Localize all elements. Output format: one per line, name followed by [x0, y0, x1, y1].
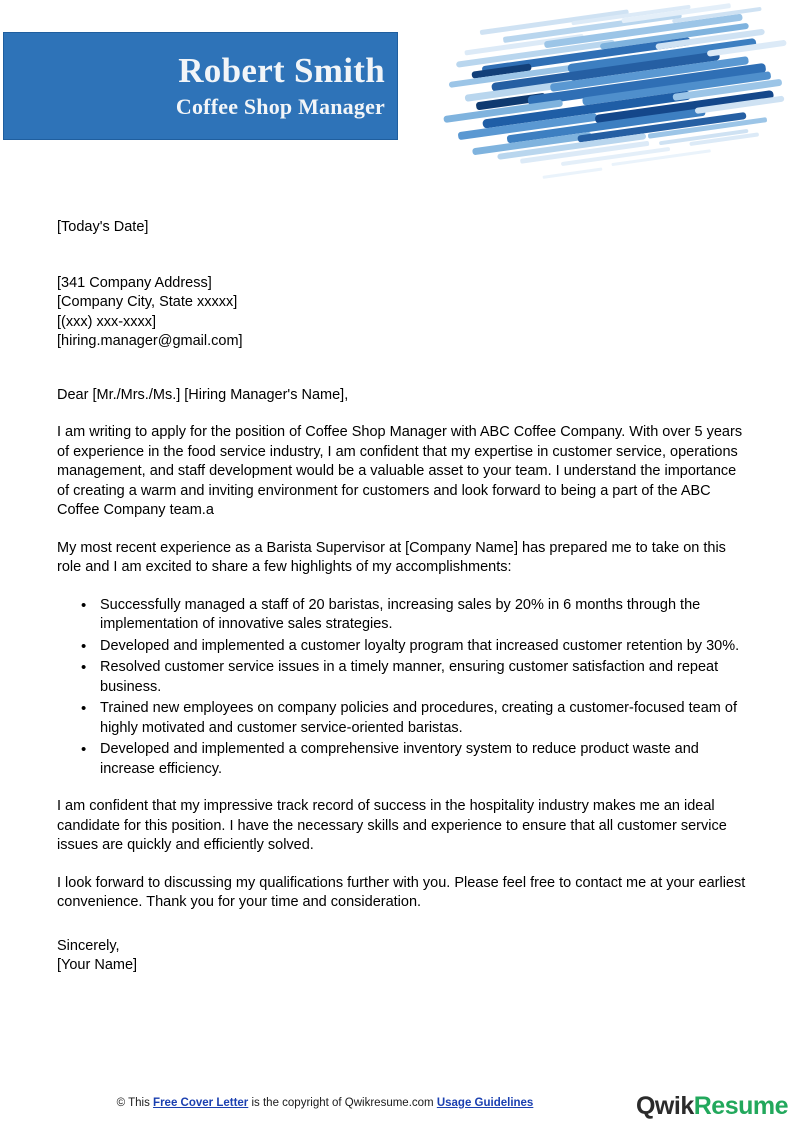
salutation: Dear [Mr./Mrs./Ms.] [Hiring Manager's Name], [57, 386, 349, 403]
logo-text-qwik: Qwik [635, 1093, 694, 1120]
applicant-name: Robert Smith [178, 51, 385, 90]
free-cover-letter-link[interactable]: Free Cover Letter [153, 1097, 249, 1109]
logo-container [600, 1093, 800, 1131]
list-item: • Developed and implemented a comprehensive inventory system to reduce product waste and increase efficiency. [100, 740, 747, 779]
list-item: • Successfully managed a staff of 20 baristas, increasing sales by 20% in 6 months through the implementation of innovative sales strategies. [100, 596, 747, 635]
cover-letter-body [57, 218, 747, 976]
document-footer [0, 1093, 800, 1131]
blue-streaks-decoration-icon [432, 2, 798, 188]
document-header [0, 0, 800, 200]
recipient-city-line: [Company City, State xxxxx] [57, 294, 238, 310]
call-to-action-paragraph: I look forward to discussing my qualifications further with you. Please feel free to contact me at your earliest convenience. Thank you for your time and consideration. [57, 874, 746, 910]
copyright-middle: is the copyright of Qwikresume.com [248, 1097, 437, 1109]
qwikresume-logo[interactable] [636, 1093, 788, 1123]
confidence-paragraph: I am confident that my impressive track record of success in the hospitality industry makes me an ideal candidate for this position. I have the necessary skills and experience to ensure that all customer service issues are quickly and efficiently solved. [57, 798, 727, 853]
name-title-banner [3, 32, 398, 140]
experience-paragraph: My most recent experience as a Barista Supervisor at [Company Name] has prepared me to take on this role and I am excited to share a few highlights of my accomplishments: [57, 539, 726, 575]
list-item: • Resolved customer service issues in a timely manner, ensuring customer satisfaction and repeat business. [100, 658, 747, 697]
signature-name: [Your Name] [57, 957, 138, 973]
recipient-address-line: [341 Company Address] [57, 274, 212, 291]
list-item: • Developed and implemented a customer loyalty program that increased customer retention by 30%. [100, 637, 747, 657]
recipient-address-block [57, 274, 747, 352]
date-placeholder: [Today's Date] [57, 219, 149, 235]
recipient-phone-line: [(xxx) xxx-xxxx] [57, 313, 157, 330]
applicant-job-title: Coffee Shop Manager [175, 94, 385, 119]
accomplishments-list [57, 596, 747, 780]
copyright-prefix: © This [116, 1097, 154, 1109]
intro-paragraph: I am writing to apply for the position of Coffee Shop Manager with ABC Coffee Company. With over 5 years of experience in the food service industry, I am confident that my expertise in customer service, operations management, and staff development would be a valuable asset to your team. I understand the importance of creating a warm and inviting environment for customers and look forward to being a part of the ABC Coffee Company team.a [57, 424, 743, 518]
recipient-email-line: [hiring.manager@gmail.com] [57, 333, 243, 349]
logo-text-resume: Resume [693, 1093, 788, 1120]
sign-off: Sincerely, [57, 937, 120, 954]
list-item: • Trained new employees on company policies and procedures, creating a customer-focused team of highly motivated and customer service-oriented baristas. [100, 699, 747, 738]
signature-block [57, 937, 747, 976]
usage-guidelines-link[interactable]: Usage Guidelines [436, 1097, 534, 1109]
